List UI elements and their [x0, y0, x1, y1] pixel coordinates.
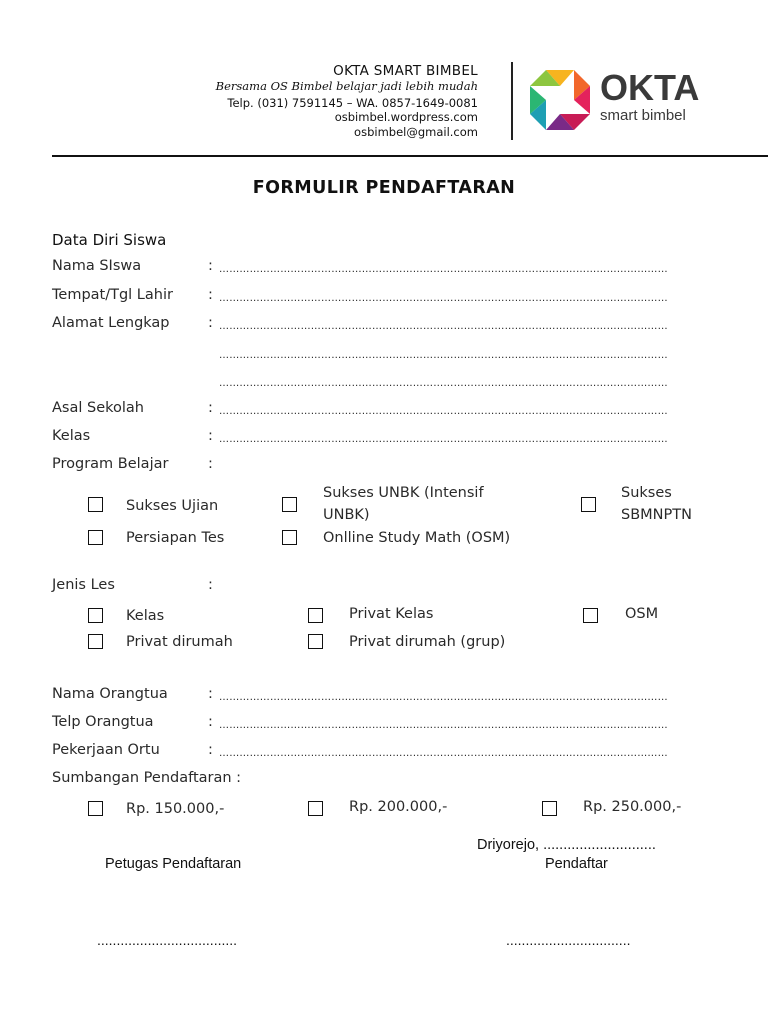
- fill-line-telp-orangtua[interactable]: ……………………………………………………………………………………………………………………: [219, 720, 668, 731]
- option-osm: OSM: [625, 606, 659, 622]
- checkbox-sukses-unbk[interactable]: [282, 497, 297, 512]
- school-name: OKTA SMART BIMBEL: [333, 63, 478, 79]
- label-sumbangan: Sumbangan Pendaftaran :: [52, 770, 242, 786]
- option-privat-grup: Privat dirumah (grup): [349, 634, 506, 650]
- label-alamat: Alamat Lengkap: [52, 315, 170, 331]
- fill-line-asal-sekolah[interactable]: ……………………………………………………………………………………………………………………: [219, 406, 668, 417]
- option-kelas: Kelas: [126, 608, 165, 624]
- checkbox-kelas[interactable]: [88, 608, 103, 623]
- option-sbmnptn-line2: SBMNPTN: [621, 507, 692, 523]
- signature-line-petugas[interactable]: ....................................: [97, 932, 238, 948]
- option-sbmnptn-line1: Sukses: [621, 485, 672, 501]
- signature-line-pendaftar[interactable]: ................................: [506, 932, 631, 948]
- fill-line-alamat-3[interactable]: ……………………………………………………………………………………………………………………: [219, 378, 668, 389]
- checkbox-fee-200000[interactable]: [308, 801, 323, 816]
- checkbox-privat-dirumah[interactable]: [88, 634, 103, 649]
- checkbox-fee-250000[interactable]: [542, 801, 557, 816]
- colon: :: [208, 400, 213, 416]
- colon: :: [208, 428, 213, 444]
- brand-subtitle: smart bimbel: [600, 107, 686, 124]
- label-kelas: Kelas: [52, 428, 91, 444]
- fill-line-kelas[interactable]: ……………………………………………………………………………………………………………………: [219, 434, 668, 445]
- school-website: osbimbel.wordpress.com: [334, 110, 478, 124]
- option-fee-200000: Rp. 200.000,-: [349, 799, 448, 815]
- fill-line-alamat-2[interactable]: ……………………………………………………………………………………………………………………: [219, 350, 668, 361]
- school-tagline: Bersama OS Bimbel belajar jadi lebih mudah: [215, 79, 478, 93]
- option-privat-dirumah: Privat dirumah: [126, 634, 233, 650]
- option-fee-150000: Rp. 150.000,-: [126, 801, 225, 817]
- fill-line-tempat-tgl-lahir[interactable]: ……………………………………………………………………………………………………………………: [219, 293, 668, 304]
- option-persiapan-tes: Persiapan Tes: [126, 530, 225, 546]
- option-sukses-unbk-line1: Sukses UNBK (Intensif: [323, 485, 484, 501]
- option-privat-kelas: Privat Kelas: [349, 606, 434, 622]
- colon: :: [208, 686, 213, 702]
- checkbox-osm[interactable]: [583, 608, 598, 623]
- school-email: osbimbel@gmail.com: [354, 125, 478, 139]
- fill-line-pekerjaan-ortu[interactable]: ……………………………………………………………………………………………………………………: [219, 748, 668, 759]
- colon: :: [208, 258, 213, 274]
- form-title: FORMULIR PENDAFTARAN: [252, 178, 516, 198]
- checkbox-sukses-sbmnptn[interactable]: [581, 497, 596, 512]
- label-asal-sekolah: Asal Sekolah: [52, 400, 144, 416]
- label-nama-siswa: Nama SIswa: [52, 258, 142, 274]
- colon: :: [208, 456, 213, 472]
- section-heading: Data Diri Siswa: [52, 231, 167, 249]
- option-online-study-math: Onlline Study Math (OSM): [323, 530, 511, 546]
- place-date: Driyorejo, ............................: [477, 837, 656, 853]
- option-sukses-unbk-line2: UNBK): [323, 507, 370, 523]
- checkbox-privat-kelas[interactable]: [308, 608, 323, 623]
- label-telp-orangtua: Telp Orangtua: [52, 714, 154, 730]
- colon: :: [208, 315, 213, 331]
- checkbox-fee-150000[interactable]: [88, 801, 103, 816]
- checkbox-persiapan-tes[interactable]: [88, 530, 103, 545]
- label-program-belajar: Program Belajar: [52, 456, 169, 472]
- header-divider: [511, 62, 513, 140]
- school-phone: Telp. (031) 7591145 – WA. 0857-1649-0081: [227, 96, 478, 110]
- label-nama-orangtua: Nama Orangtua: [52, 686, 168, 702]
- label-jenis-les: Jenis Les: [52, 577, 115, 593]
- option-fee-250000: Rp. 250.000,-: [583, 799, 682, 815]
- colon: :: [208, 577, 213, 593]
- signature-label-petugas: Petugas Pendaftaran: [105, 856, 242, 872]
- colon: :: [208, 742, 213, 758]
- label-pekerjaan-ortu: Pekerjaan Ortu: [52, 742, 160, 758]
- option-sukses-ujian: Sukses Ujian: [126, 498, 219, 514]
- signature-label-pendaftar: Pendaftar: [545, 856, 608, 872]
- label-tempat-tgl-lahir: Tempat/Tgl Lahir: [52, 287, 173, 303]
- checkbox-sukses-ujian[interactable]: [88, 497, 103, 512]
- checkbox-privat-grup[interactable]: [308, 634, 323, 649]
- fill-line-nama-siswa[interactable]: ……………………………………………………………………………………………………………………: [219, 264, 668, 275]
- brand-wordmark: OKTA: [600, 67, 700, 108]
- okta-octagon-logo-icon: [528, 68, 592, 132]
- fill-line-nama-orangtua[interactable]: ……………………………………………………………………………………………………………………: [219, 692, 668, 703]
- header-rule: [52, 155, 768, 157]
- checkbox-online-study-math[interactable]: [282, 530, 297, 545]
- fill-line-alamat-1[interactable]: ……………………………………………………………………………………………………………………: [219, 321, 668, 332]
- colon: :: [208, 287, 213, 303]
- colon: :: [208, 714, 213, 730]
